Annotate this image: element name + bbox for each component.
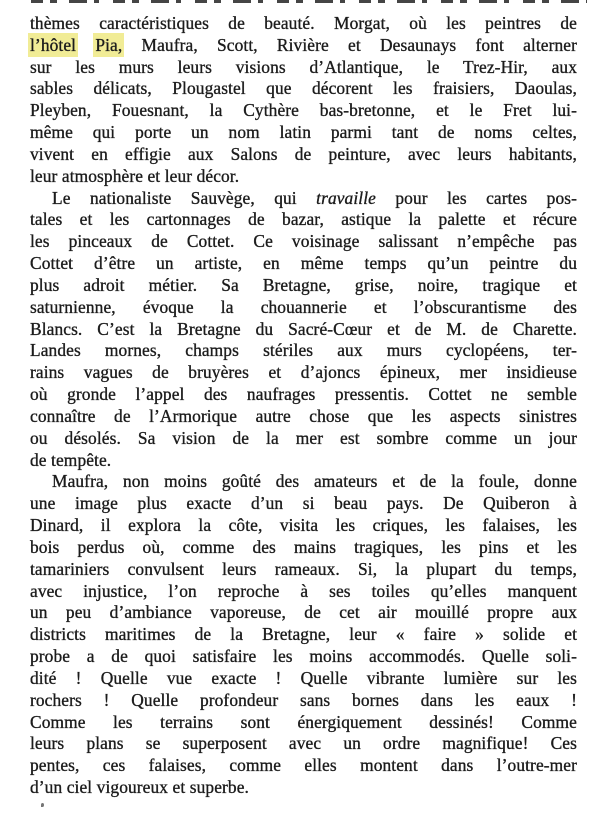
text-line (30, 275, 577, 297)
text-segment: tales et les cartonnages de bazar, astique la palette et récure (30, 209, 577, 230)
text-segment: plus adroit métier. Sa Bretagne, grise, noire, tragique et (30, 274, 577, 295)
text-line (30, 362, 577, 384)
text-segment: une image plus exacte d’un si beau pays. De Quiberon à (30, 493, 577, 514)
text-line (30, 624, 577, 646)
text-segment: Blancs. C’est la Bretagne du Sacré-Cœur et de M. de Charette. (30, 318, 577, 339)
text-segment: connaître de l’Armorique autre chose que les aspects sinistres (30, 405, 577, 426)
text-segment (76, 35, 95, 55)
scan-noise-speck (41, 803, 44, 807)
text-line (30, 253, 577, 275)
text-line (30, 13, 577, 35)
text-line (30, 231, 577, 253)
text-segment: Pleyben, Fouesnant, la Cythère bas-bretonne, et le Fret lui- (30, 100, 577, 121)
search-highlight-term: l’hôtel (30, 34, 77, 55)
text-segment: leurs plans se superposent avec un ordre magnifique! Ces (30, 733, 577, 754)
text-segment: les pinceaux de Cottet. Ce voisinage salissant n’empêche pas (30, 231, 577, 252)
text-segment: où gronde l’appel des naufrages pressentis. Cottet ne semble (30, 384, 577, 405)
text-line (30, 297, 577, 319)
text-segment: saturnienne, évoque la chouannerie et l’obscurantisme des (30, 296, 577, 317)
text-line (30, 515, 577, 537)
text-segment: leur atmosphère et leur décor. (30, 165, 240, 186)
text-segment: avec injustice, l’on reproche à ses toiles qu’elles manquent (30, 580, 577, 601)
text-segment: Le nationaliste Sauvège, qui (52, 187, 317, 208)
text-line (30, 57, 577, 79)
text-line (30, 733, 577, 755)
text-segment: tamariniers convulsent leurs rameaux. Si, la plupart du temps, (30, 558, 577, 579)
text-line (30, 188, 577, 210)
clipped-text-fragment-top (31, 0, 587, 3)
text-segment: de tempête. (30, 449, 112, 470)
text-segment: bois perdus où, comme des mains tragiques, les pins et les (30, 536, 577, 557)
text-segment: rains vagues de bruyères et d’ajoncs épineux, mer insidieuse (30, 362, 577, 383)
text-line (30, 450, 577, 472)
text-line (30, 493, 577, 515)
text-line (30, 428, 577, 450)
text-line (30, 144, 577, 166)
text-segment: ou désolés. Sa vision de la mer est sombre comme un jour (30, 427, 577, 448)
text-line (30, 122, 577, 144)
text-segment: Cottet d’être un artiste, en même temps qu’un peintre du (30, 253, 577, 274)
text-segment: Dinard, il explora la côte, visita les criques, les falaises, les (30, 515, 577, 536)
text-segment: travaille (316, 187, 376, 208)
text-line (30, 384, 577, 406)
text-line (30, 471, 577, 493)
text-line (30, 712, 577, 734)
text-segment: rochers ! Quelle profondeur sans bornes dans les eaux ! (30, 689, 577, 710)
text-line (30, 690, 577, 712)
text-segment: sables délicats, Plougastel que décorent les fraisiers, Daoulas, (30, 78, 577, 99)
text-line (30, 340, 577, 362)
text-segment: même qui porte un nom latin parmi tant de noms celtes, (30, 122, 577, 143)
text-line (30, 668, 577, 690)
text-segment: pour les cartes pos- (375, 187, 577, 208)
text-line (30, 35, 577, 57)
page-text (30, 13, 577, 799)
text-segment: Maufra, non moins goûté des amateurs et de la foule, donne (52, 471, 577, 492)
text-line (30, 166, 577, 188)
text-line (30, 559, 577, 581)
text-segment: vivent en effigie aux Salons de peinture, avec leurs habitants, (30, 143, 577, 164)
search-highlight-term: Pia, (95, 34, 123, 55)
text-line (30, 406, 577, 428)
text-segment: sur les murs leurs visions d’Atlantique, le Trez-Hir, aux (30, 56, 577, 77)
text-segment: pentes, ces falaises, comme elles montent dans l’outre-mer (30, 755, 577, 776)
text-segment: probe a de quoi satisfaire les moins accommodés. Quelle soli- (30, 646, 577, 667)
text-line (30, 78, 577, 100)
text-segment: Landes mornes, champs stériles aux murs cyclopéens, ter- (30, 340, 577, 361)
text-line (30, 755, 577, 777)
text-line (30, 581, 577, 603)
text-segment: dité ! Quelle vue exacte ! Quelle vibrante lumière sur les (30, 667, 577, 688)
text-segment: un peu d’ambiance vaporeuse, de cet air mouillé propre aux (30, 602, 577, 623)
text-line (30, 646, 577, 668)
text-line (30, 319, 577, 341)
text-segment: Maufra, Scott, Rivière et Desaunays font alterner (122, 34, 577, 55)
text-line (30, 777, 577, 799)
text-segment: d’un ciel vigoureux et superbe. (30, 776, 249, 797)
text-segment: thèmes caractéristiques de beauté. Morgat, où les peintres de (30, 13, 577, 33)
text-segment: districts maritimes de la Bretagne, leur « faire » solide et (30, 624, 577, 645)
text-line (30, 537, 577, 559)
text-segment: Comme les terrains sont énergiquement dessinés! Comme (30, 711, 577, 732)
text-line (30, 209, 577, 231)
text-line (30, 602, 577, 624)
text-line (30, 100, 577, 122)
